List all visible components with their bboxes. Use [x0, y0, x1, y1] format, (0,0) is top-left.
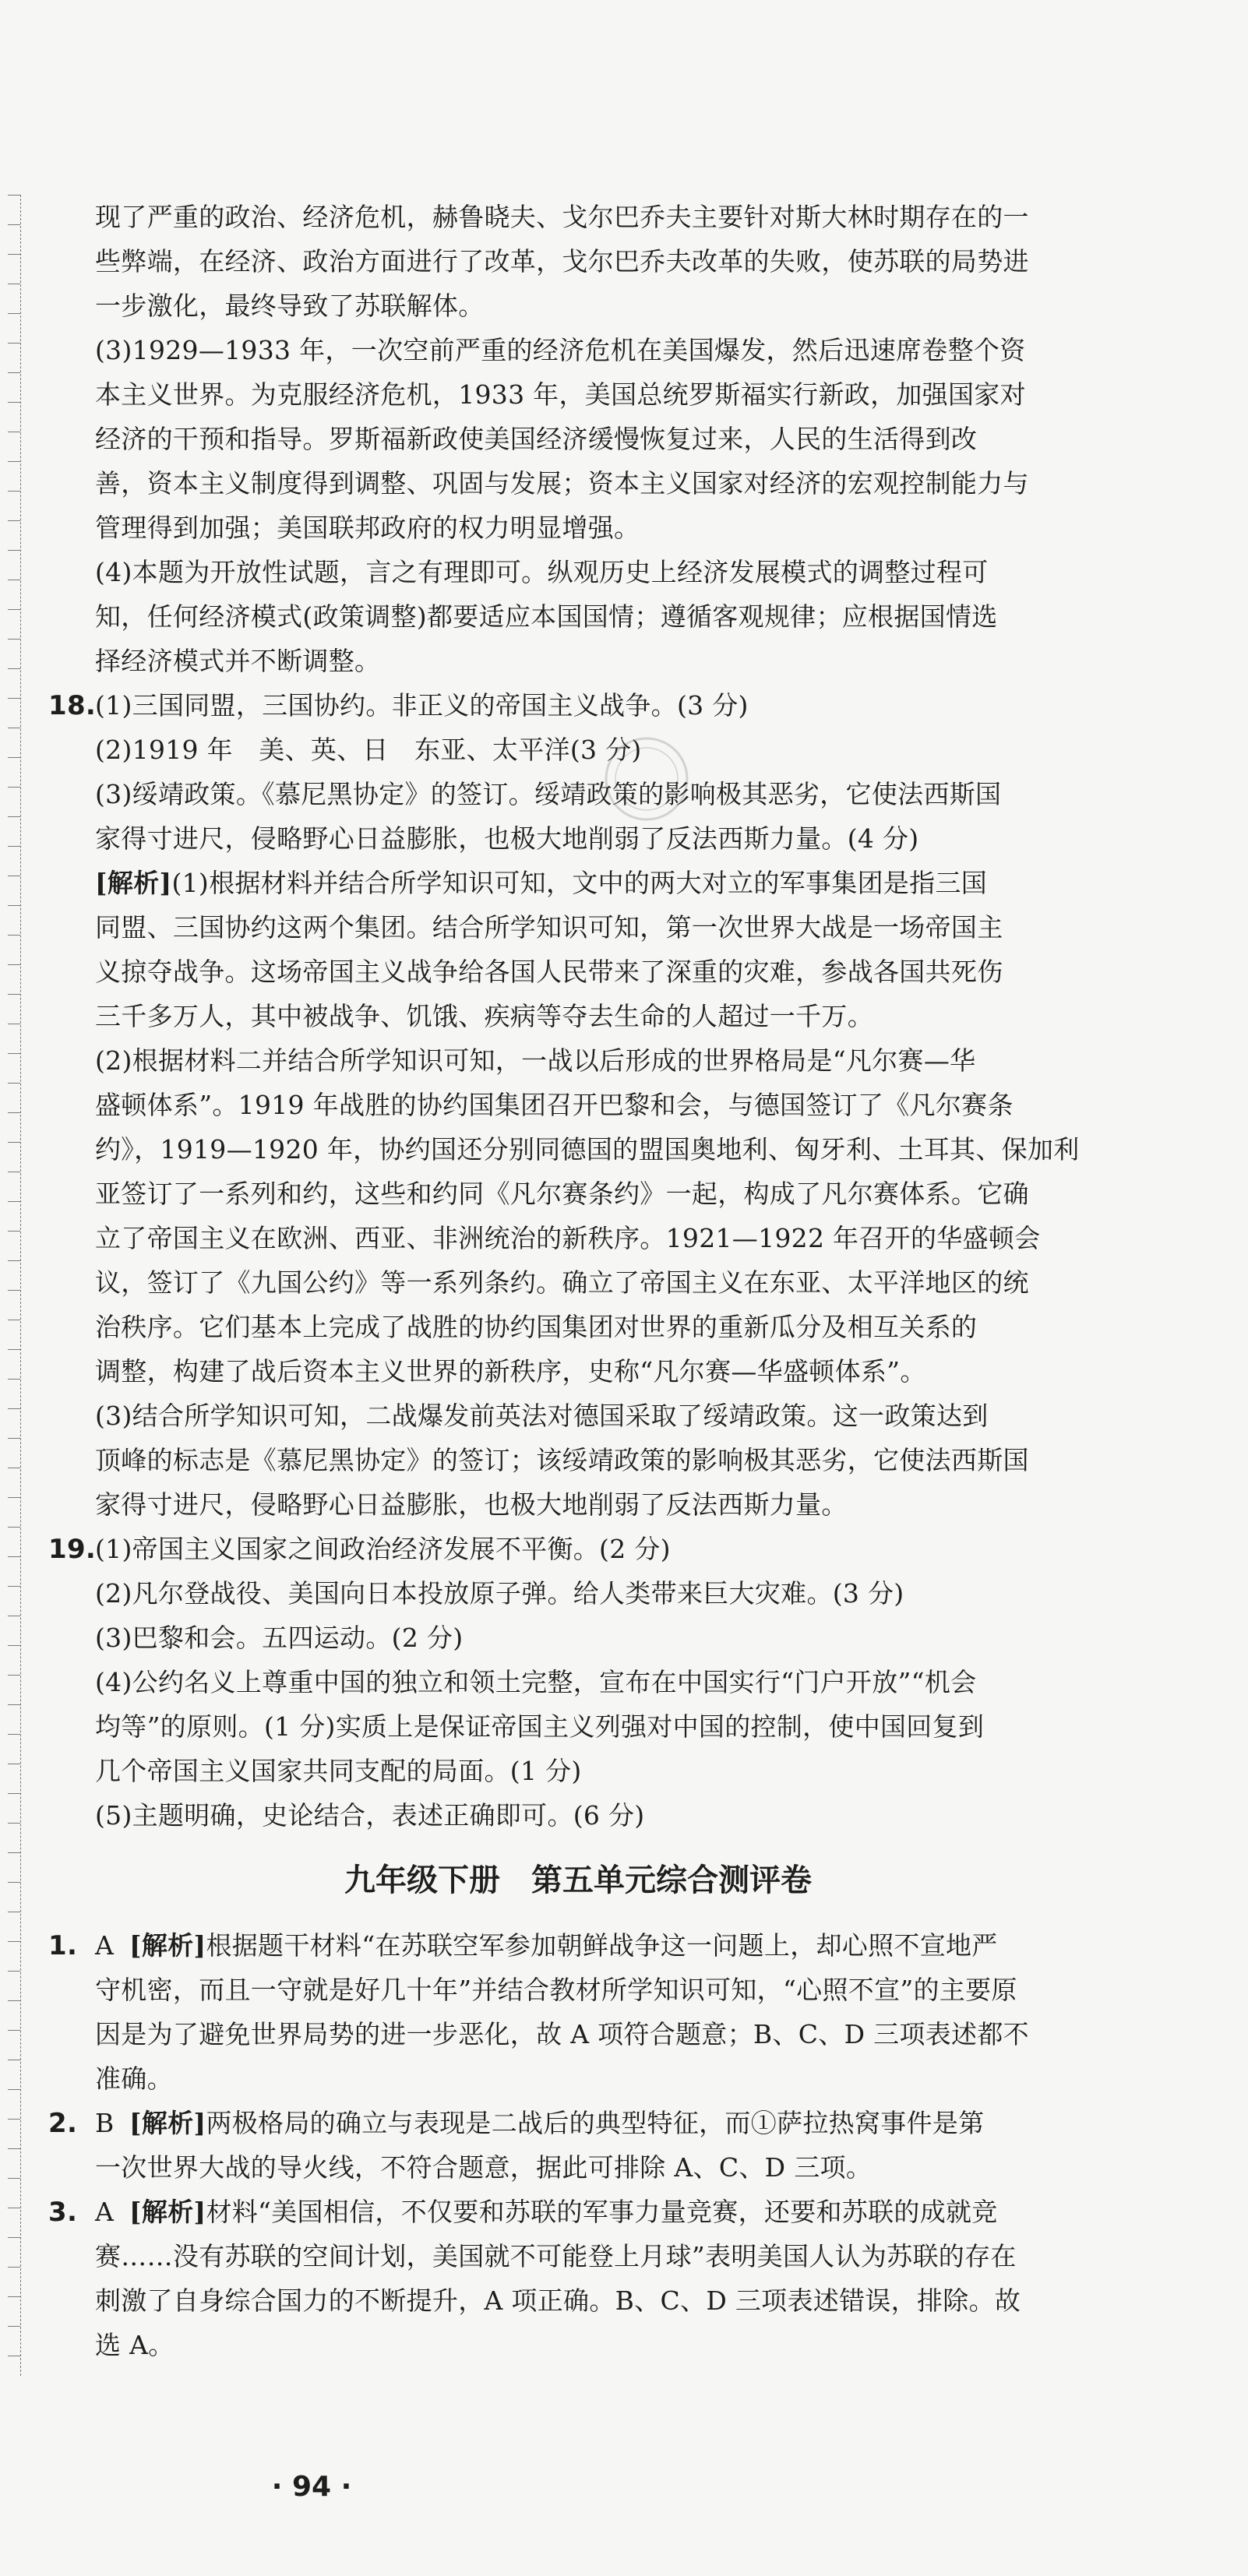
question-number: 18.	[48, 690, 97, 721]
answer-letter: A	[95, 1930, 115, 1961]
line-text: 现了严重的政治、经济危机，赫鲁晓夫、戈尔巴乔夫主要针对斯大林时期存在的一	[95, 202, 1029, 232]
question-number: 1.	[48, 1930, 78, 1961]
line-text: 两极格局的确立与表现是二战后的典型特征，而①萨拉热窝事件是第	[206, 2108, 985, 2138]
text-line	[48, 905, 1061, 950]
line-text: 经济的干预和指导。罗斯福新政使美国经济缓慢恢复过来，人民的生活得到改	[95, 424, 978, 454]
binding-tick	[8, 1260, 20, 1261]
binding-tick	[8, 313, 20, 314]
binding-tick	[8, 1053, 20, 1054]
binding-tick	[8, 1852, 20, 1853]
binding-tick	[8, 698, 20, 699]
text-line	[48, 461, 1061, 506]
line-text: 几个帝国主义国家共同支配的局面。(1 分)	[95, 1756, 582, 1786]
line-text: (1)三国同盟，三国协约。非正义的帝国主义战争。(3 分)	[95, 690, 749, 721]
line-text: 一次世界大战的导火线，不符合题意，据此可排除 A、C、D 三项。	[95, 2152, 873, 2183]
text-line	[48, 1571, 1061, 1616]
watermark-stamp	[600, 732, 693, 826]
text-line	[48, 1749, 1061, 1793]
binding-tick	[8, 1675, 20, 1676]
line-text: 刺激了自身综合国力的不断提升，A 项正确。B、C、D 三项表述错误，排除。故	[95, 2285, 1021, 2316]
binding-tick	[8, 1083, 20, 1084]
binding-tick	[8, 2089, 20, 2090]
text-line	[48, 816, 1061, 861]
text-line	[48, 1438, 1061, 1482]
line-text: 顶峰的标志是《慕尼黑协定》的签订；该绥靖政策的影响极其恶劣，它使法西斯国	[95, 1445, 1029, 1475]
binding-tick	[8, 1379, 20, 1380]
binding-tick	[8, 1882, 20, 1883]
line-text: 赛……没有苏联的空间计划，美国就不可能登上月球”表明美国人认为苏联的存在	[95, 2241, 1017, 2271]
binding-tick	[8, 1290, 20, 1291]
binding-tick	[8, 639, 20, 640]
text-line	[48, 239, 1061, 284]
text-line	[48, 2056, 1061, 2101]
text-line	[48, 994, 1061, 1038]
line-text: 根据题干材料“在苏联空军参加朝鲜战争这一问题上，却心照不宣地严	[206, 1930, 998, 1961]
line-text: 治秩序。它们基本上完成了战胜的协约国集团对世界的重新瓜分及相互关系的	[95, 1312, 978, 1342]
question-number: 2.	[48, 2108, 78, 2139]
text-line	[48, 1305, 1061, 1349]
line-text: 准确。	[95, 2063, 173, 2094]
text-line	[48, 372, 1061, 417]
line-text: (4)公约名义上尊重中国的独立和领土完整，宣布在中国实行“门户开放”“机会	[95, 1667, 977, 1697]
line-text: 管理得到加强；美国联邦政府的权力明显增强。	[95, 513, 640, 543]
line-text: 均等”的原则。(1 分)实质上是保证帝国主义列强对中国的控制，使中国回复到	[95, 1711, 985, 1742]
question-line	[48, 1527, 1061, 1571]
line-text: 一步激化，最终导致了苏联解体。	[95, 291, 485, 321]
line-text: (3)巴黎和会。五四运动。(2 分)	[95, 1623, 464, 1653]
binding-tick	[8, 994, 20, 995]
binding-tick	[8, 1112, 20, 1113]
text-line	[48, 506, 1061, 550]
binding-tick	[8, 1556, 20, 1557]
analysis-tag: [解析]	[129, 2197, 206, 2227]
answer-line	[48, 2101, 1061, 2145]
text-line	[48, 195, 1061, 239]
text-line	[48, 1394, 1061, 1438]
text-line	[48, 2278, 1061, 2323]
binding-tick	[8, 816, 20, 817]
binding-tick	[8, 2178, 20, 2179]
binding-tick	[8, 2296, 20, 2297]
text-line	[48, 2234, 1061, 2278]
analysis-tag: [解析]	[129, 2108, 206, 2138]
text-line	[48, 594, 1061, 639]
binding-tick	[8, 1408, 20, 1409]
answer-letter: B	[95, 2108, 115, 2138]
binding-tick	[8, 1527, 20, 1528]
line-text: (2)根据材料二并结合所学知识可知，一战以后形成的世界格局是“凡尔赛—华	[95, 1045, 976, 1076]
binding-tick	[8, 668, 20, 669]
line-text: 善，资本主义制度得到调整、巩固与发展；资本主义国家对经济的宏观控制能力与	[95, 468, 1029, 499]
text-line	[48, 639, 1061, 683]
line-text: 守机密，而且一守就是好几十年”并结合教材所学知识可知，“心照不宣”的主要原	[95, 1975, 1017, 2005]
analysis-tag: [解析]	[129, 1930, 206, 1961]
text-line	[48, 2012, 1061, 2056]
line-text: (1)帝国主义国家之间政治经济发展不平衡。(2 分)	[95, 1534, 671, 1564]
line-text: 些弊端，在经济、政治方面进行了改革，戈尔巴乔夫改革的失败，使苏联的局势进	[95, 246, 1029, 277]
binding-tick	[8, 1349, 20, 1350]
binding-tick	[8, 787, 20, 788]
binding-tick	[8, 2030, 20, 2031]
binding-tick	[8, 2267, 20, 2268]
binding-tick	[8, 935, 20, 936]
question-number: 19.	[48, 1534, 97, 1565]
text-line	[48, 950, 1061, 994]
binding-tick	[8, 343, 20, 344]
line-text: (2)1919 年 美、英、日 东亚、太平洋(3 分)	[95, 735, 642, 765]
binding-tick	[8, 964, 20, 965]
line-text: (3)结合所学知识可知，二战爆发前英法对德国采取了绥靖政策。这一政策达到	[95, 1401, 989, 1431]
binding-tick	[8, 1438, 20, 1439]
line-text: 三千多万人，其中被战争、饥饿、疾病等夺去生命的人超过一千万。	[95, 1001, 873, 1031]
binding-tick	[8, 1142, 20, 1143]
binding-tick	[8, 2326, 20, 2327]
line-text: 因是为了避免世界局势的进一步恶化，故 A 项符合题意；B、C、D 三项表述都不	[95, 2019, 1029, 2049]
binding-tick	[8, 372, 20, 373]
question-number: 3.	[48, 2197, 78, 2228]
text-line	[48, 1793, 1061, 1838]
line-text: 材料“美国相信，不仅要和苏联的军事力量竞赛，还要和苏联的成就竞	[206, 2197, 998, 2227]
analysis-line	[48, 861, 1061, 905]
binding-tick	[8, 1734, 20, 1735]
binding-tick	[8, 1971, 20, 1972]
text-line	[48, 1083, 1061, 1127]
section-title: 九年级下册 第五单元综合测评卷	[344, 1862, 812, 1898]
line-text: 知，任何经济模式(政策调整)都要适应本国国情；遵循客观规律；应根据国情选	[95, 601, 998, 632]
line-text: 义掠夺战争。这场帝国主义战争给各国人民带来了深重的灾难，参战各国共死伤	[95, 957, 1003, 987]
answer-content	[48, 195, 1080, 2367]
binding-tick	[8, 461, 20, 462]
binding-tick	[8, 402, 20, 403]
text-line	[48, 550, 1061, 594]
binding-tick	[8, 224, 20, 225]
binding-margin	[8, 195, 21, 2376]
line-text: (3)1929—1933 年，一次空前严重的经济危机在美国爆发，然后迅速席卷整个资	[95, 335, 1026, 365]
binding-tick	[8, 1497, 20, 1498]
text-line	[48, 1660, 1061, 1704]
binding-tick	[8, 195, 20, 196]
binding-tick	[8, 1231, 20, 1232]
line-text: (5)主题明确，史论结合，表述正确即可。(6 分)	[95, 1800, 645, 1831]
binding-tick	[8, 2237, 20, 2238]
line-text: 择经济模式并不断调整。	[95, 646, 381, 676]
binding-tick	[8, 491, 20, 492]
line-text: (3)绥靖政策。《慕尼黑协定》的签订。绥靖政策的影响极其恶劣，它使法西斯国	[95, 779, 1002, 809]
line-text: (4)本题为开放性试题，言之有理即可。纵观历史上经济发展模式的调整过程可	[95, 557, 989, 587]
binding-tick	[8, 1704, 20, 1705]
text-line	[48, 1127, 1080, 1172]
text-line	[48, 1216, 1061, 1260]
text-line	[48, 728, 1061, 772]
line-text: 盛顿体系”。1919 年战胜的协约国集团召开巴黎和会，与德国签订了《凡尔赛条	[95, 1090, 1014, 1120]
line-text: 约》，1919—1920 年，协约国还分别同德国的盟国奥地利、匈牙利、土耳其、保加利	[95, 1134, 1080, 1165]
analysis-tag: [解析]	[95, 868, 172, 898]
text-line	[48, 1704, 1061, 1749]
line-text: (1)根据材料并结合所学知识可知，文中的两大对立的军事集团是指三国	[171, 868, 988, 898]
text-line	[48, 417, 1061, 461]
binding-tick	[8, 520, 20, 521]
binding-tick	[8, 1201, 20, 1202]
line-text: 本主义世界。为克服经济危机，1933 年，美国总统罗斯福实行新政，加强国家对	[95, 379, 1026, 410]
binding-tick	[8, 609, 20, 610]
text-line	[48, 1349, 1061, 1394]
text-line	[48, 2323, 1061, 2367]
text-line	[48, 2145, 1061, 2190]
binding-tick	[8, 1823, 20, 1824]
binding-tick	[8, 1586, 20, 1587]
binding-tick	[8, 550, 20, 551]
binding-tick	[8, 757, 20, 758]
line-text: 亚签订了一系列和约，这些和约同《凡尔赛条约》一起，构成了凡尔赛体系。它确	[95, 1179, 1029, 1209]
line-text: (2)凡尔登战役、美国向日本投放原子弹。给人类带来巨大灾难。(3 分)	[95, 1578, 904, 1609]
text-line	[48, 1260, 1061, 1305]
text-line	[48, 328, 1061, 372]
line-text: 议，签订了《九国公约》等一系列条约。确立了帝国主义在东亚、太平洋地区的统	[95, 1267, 1029, 1298]
text-line	[48, 1172, 1061, 1216]
binding-tick	[8, 846, 20, 847]
answer-line	[48, 1923, 1061, 1968]
binding-tick	[8, 2119, 20, 2120]
line-text: 家得寸进尺，侵略野心日益膨胀，也极大地削弱了反法西斯力量。	[95, 1489, 848, 1520]
answer-line	[48, 2190, 1061, 2234]
question-line	[48, 683, 1061, 728]
line-text: 立了帝国主义在欧洲、西亚、非洲统治的新秩序。1921—1922 年召开的华盛顿会	[95, 1223, 1041, 1253]
line-text: 同盟、三国协约这两个集团。结合所学知识可知，第一次世界大战是一场帝国主	[95, 912, 1003, 943]
text-line	[48, 1616, 1061, 1660]
page-number: · 94 ·	[271, 2471, 352, 2503]
binding-tick	[8, 1793, 20, 1794]
binding-tick	[8, 254, 20, 255]
line-text: 调整，构建了战后资本主义世界的新秩序，史称“凡尔赛—华盛顿体系”。	[95, 1356, 926, 1387]
text-line	[48, 1482, 1061, 1527]
text-line	[48, 284, 1061, 328]
line-text: 家得寸进尺，侵略野心日益膨胀，也极大地削弱了反法西斯力量。(4 分)	[95, 823, 919, 854]
binding-tick	[8, 2000, 20, 2001]
binding-tick	[8, 1645, 20, 1646]
text-line	[48, 1968, 1061, 2012]
line-text: 选 A。	[95, 2330, 175, 2360]
text-line	[48, 772, 1061, 816]
answer-letter: A	[95, 2197, 115, 2227]
binding-tick	[8, 1941, 20, 1942]
text-line	[48, 1038, 1061, 1083]
binding-tick	[8, 905, 20, 906]
binding-tick	[8, 2148, 20, 2149]
